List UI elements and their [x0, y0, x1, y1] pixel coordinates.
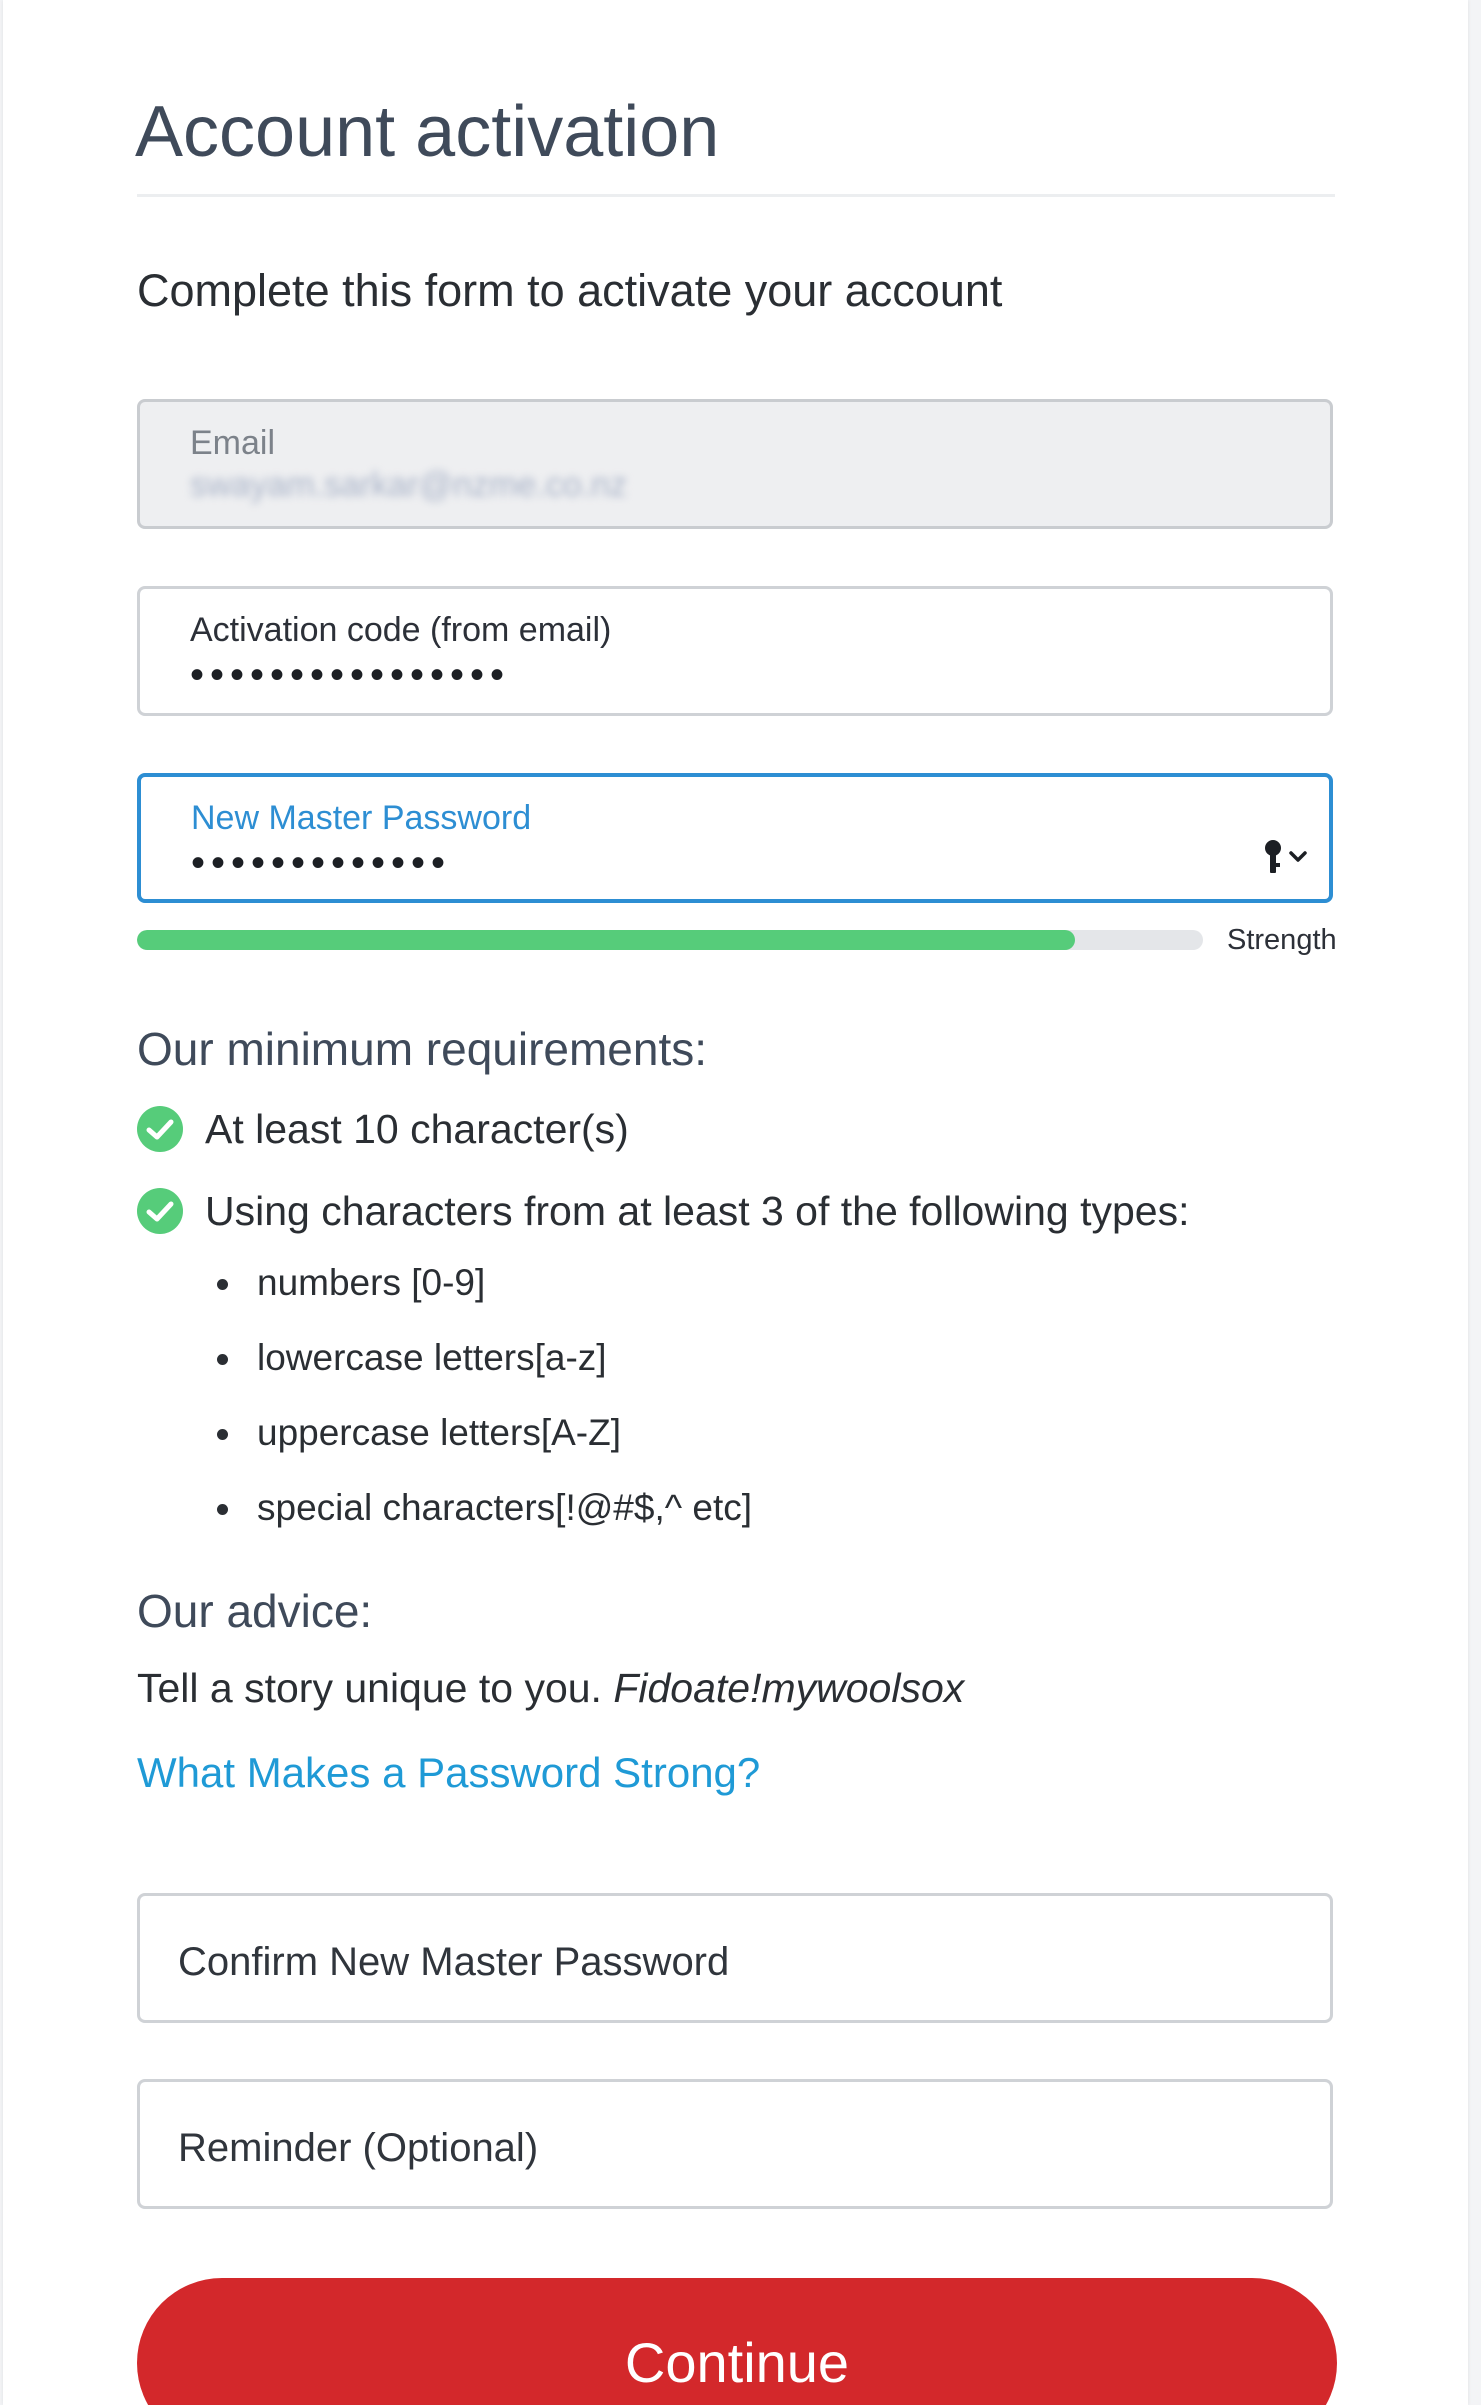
requirement-text: At least 10 character(s): [205, 1105, 629, 1152]
password-strength-bar: [137, 930, 1203, 950]
key-dropdown-icon[interactable]: [1259, 837, 1315, 877]
check-circle-icon: [137, 1188, 183, 1234]
new-master-password-label: New Master Password: [191, 799, 532, 837]
reminder-field[interactable]: [137, 2079, 1333, 2209]
check-circle-icon: [137, 1106, 183, 1152]
requirement-item: [137, 1104, 629, 1154]
new-master-password-field[interactable]: [137, 773, 1333, 903]
advice-text: [137, 1665, 965, 1711]
list-item: uppercase letters[A-Z]: [207, 1408, 752, 1483]
email-value: swayam.sarkar@nzme.co.nz: [190, 466, 627, 504]
requirement-text: Using characters from at least 3 of the following types:: [205, 1187, 1190, 1234]
confirm-password-placeholder: Confirm New Master Password: [178, 1940, 730, 1984]
requirements-heading: Our minimum requirements:: [137, 1023, 708, 1075]
continue-button[interactable]: Continue: [137, 2278, 1337, 2405]
advice-heading: Our advice:: [137, 1585, 373, 1637]
password-strength-fill: [137, 930, 1075, 950]
activation-code-field[interactable]: [137, 586, 1333, 716]
advice-example: Fidoate!mywoolsox: [613, 1665, 965, 1711]
list-item: numbers [0-9]: [207, 1258, 752, 1333]
email-label: Email: [190, 424, 276, 462]
activation-card: [3, 0, 1468, 2405]
advice-statement: Tell a story unique to you.: [137, 1665, 602, 1711]
password-strength-help-link[interactable]: What Makes a Password Strong?: [137, 1749, 761, 1796]
character-types-list: [207, 1258, 752, 1558]
new-master-password-value: •••••••••••••: [191, 841, 452, 885]
email-field[interactable]: [137, 399, 1333, 529]
requirement-item: [137, 1186, 1189, 1236]
confirm-password-field[interactable]: [137, 1893, 1333, 2023]
title-divider: [137, 194, 1335, 197]
page-title: Account activation: [135, 92, 720, 172]
activation-code-label: Activation code (from email): [190, 611, 612, 649]
list-item: lowercase letters[a-z]: [207, 1333, 752, 1408]
page-subtitle: Complete this form to activate your account: [137, 265, 1003, 316]
activation-code-value: ••••••••••••••••: [190, 653, 511, 697]
reminder-placeholder: Reminder (Optional): [178, 2126, 539, 2170]
list-item: special characters[!@#$,^ etc]: [207, 1483, 752, 1558]
password-strength-label: Strength: [1227, 924, 1337, 956]
